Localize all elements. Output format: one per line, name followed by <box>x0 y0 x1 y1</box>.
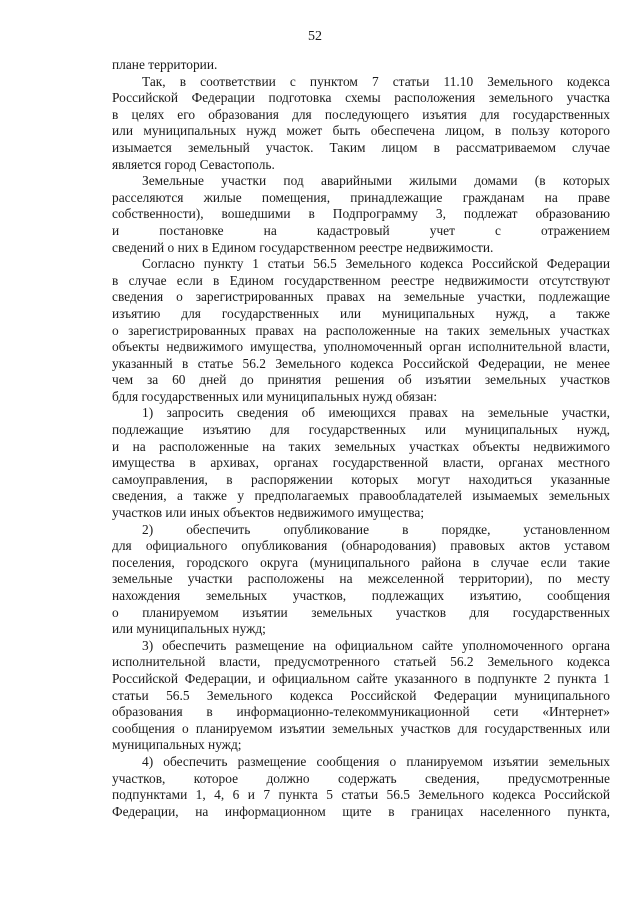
text-line: сведений о них в Едином государственном реестре недвижимости. <box>112 239 494 255</box>
text-line: муниципальных нужд; <box>112 737 242 753</box>
text-line: сведения о зарегистрированных правах на земельные участки, подлежащие <box>112 289 610 305</box>
text-line: плане территории. <box>112 57 218 72</box>
text-line: в случае если в Едином государственном реестре недвижимости отсутствуют <box>112 272 610 288</box>
text-line: сообщения о планируемом изъятии земельных участков для государственных или <box>112 720 610 736</box>
text-line: 1) запросить сведения об имеющихся правах на земельные участки, <box>142 405 610 421</box>
text-line: расселяются жилые помещения, принадлежащие гражданам на праве <box>112 189 610 205</box>
text-line: 3) обеспечить размещение на официальном сайте уполномоченного органа <box>142 637 610 653</box>
text-line: указанный в статье 56.2 Земельного кодекса Российской Федерации, не менее <box>112 355 610 371</box>
text-line: имущества в архивах, органах государственной власти, органах местного <box>112 455 610 471</box>
text-line: и постановке на кадастровый учет с отражением <box>112 222 610 238</box>
text-line: изъятию для государственных или муниципальных нужд, а также <box>112 305 610 321</box>
text-line: Российской Федерации подготовка схемы расположения земельного участка <box>112 90 610 106</box>
text-line: чем за 60 дней до принятия решения об изъятии земельных участков <box>112 372 610 388</box>
text-line: Земельные участки под аварийными жилыми домами (в которых <box>142 173 610 189</box>
text-line: Согласно пункту 1 статьи 56.5 Земельного кодекса Российской Федерации <box>142 256 610 272</box>
text-line: собственности), вошедшими в Подпрограмму 3, подлежат образованию <box>112 206 610 222</box>
text-line: статьи 56.5 Земельного кодекса Российской Федерации муниципального <box>112 687 610 703</box>
text-line: поселения, городского округа (муниципального района в случае если такие <box>112 554 610 570</box>
text-line: объекты недвижимого имущества, уполномоченный орган исполнительной власти, <box>112 339 610 355</box>
text-line: Федерации, на информационном щите в границах населенного пункта, <box>112 803 610 819</box>
text-line: нахождения земельных участков, подлежащих изъятию, сообщения <box>112 588 610 603</box>
text-line: самоуправления, в распоряжении которых могут находиться указанные <box>112 471 610 487</box>
text-line: земельные участки расположены на межселенной территории), по месту <box>112 571 610 587</box>
text-line: в целях его образования для последующего изъятия для государственных <box>112 106 610 122</box>
text-line: изымается земельный участок. Таким лицом в рассматриваемом случае <box>112 139 610 155</box>
text-line: подлежащие изъятию для государственных или муниципальных нужд, <box>112 422 610 438</box>
text-line: и на расположенные на таких земельных участках объекты недвижимого <box>112 438 610 454</box>
text-line: является город Севастополь. <box>112 156 275 172</box>
text-line: исполнительной власти, предусмотренного статьей 56.2 Земельного кодекса <box>112 654 610 670</box>
text-line: 4) обеспечить размещение сообщения о планируемом изъятии земельных <box>142 753 610 769</box>
text-line: или муниципальных нужд может быть обеспечена лицом, в пользу которого <box>112 123 610 139</box>
text-line: подпунктами 1, 4, 6 и 7 пункта 5 статьи 56.5 Земельного кодекса Российской <box>112 787 610 803</box>
text-line: о зарегистрированных правах на расположенные на таких земельных участках <box>112 322 610 338</box>
text-line: бдля государственных или муниципальных нужд обязан: <box>112 388 438 404</box>
text-line: сведения, а также у предполагаемых правообладателей изымаемых земельных <box>112 488 610 504</box>
text-line: участков, которое должно содержать сведения, предусмотренные <box>112 770 610 786</box>
text-line: 2) обеспечить опубликование в порядке, установленном <box>142 521 610 537</box>
text-line: участков или иных объектов недвижимого имущества; <box>112 505 425 521</box>
page-number: 52 <box>308 29 322 44</box>
text-line: о планируемом изъятии земельных участков для государственных <box>112 604 610 620</box>
text-line: Так, в соответствии с пунктом 7 статьи 11.10 Земельного кодекса <box>142 73 610 89</box>
document-body <box>112 57 610 820</box>
text-line: Российской Федерации, и официальном сайте указанного в подпункте 2 пункта 1 <box>112 670 610 686</box>
text-line: для официального опубликования (обнародования) правовых актов уставом <box>112 538 610 554</box>
text-line: образования в информационно-телекоммуникационной сети «Интернет» <box>112 704 610 720</box>
text-line: или муниципальных нужд; <box>112 621 266 637</box>
